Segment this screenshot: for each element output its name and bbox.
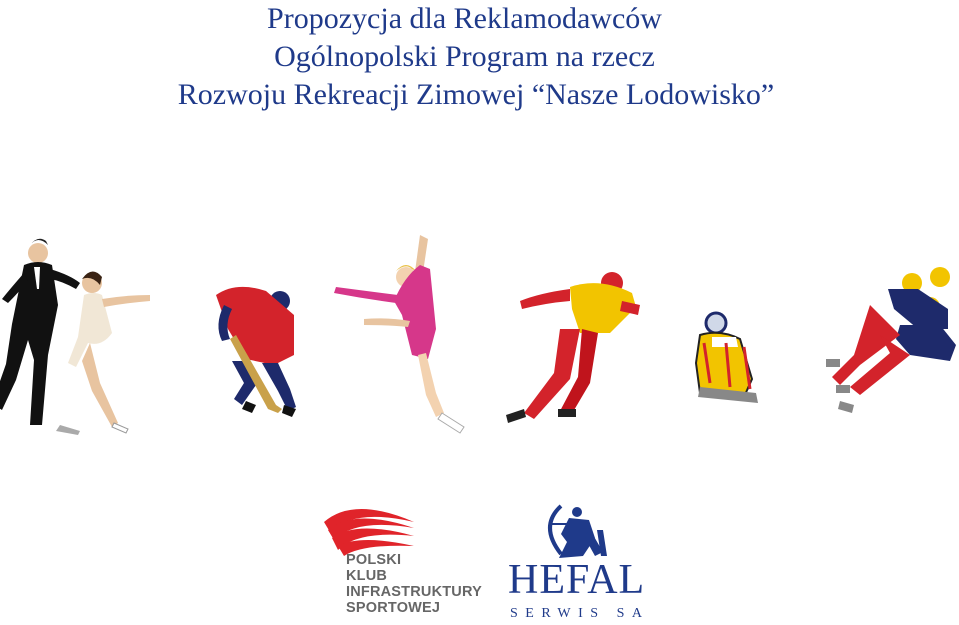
luge-rider-icon <box>696 313 758 403</box>
pkis-line-1: POLSKI <box>346 552 402 568</box>
winter-sports-illustrations <box>0 225 959 445</box>
pkis-logo <box>320 500 490 625</box>
short-track-skaters-icon <box>826 267 956 413</box>
ice-dancing-pair-icon <box>0 239 150 435</box>
figure-skater-icon <box>334 235 464 433</box>
hefal-name: HEFAL <box>508 557 646 603</box>
speed-skater-icon <box>506 272 640 423</box>
pkis-line-3: INFRASTRUKTURY <box>346 584 482 600</box>
pkis-swoosh-icon <box>320 500 420 556</box>
archer-icon <box>505 500 665 562</box>
page-title <box>0 0 959 114</box>
pkis-line-4: SPORTOWEJ <box>346 600 441 616</box>
hefal-subtitle: SERWIS SA <box>510 606 650 621</box>
pkis-line-2: KLUB <box>346 568 388 584</box>
hefal-logo <box>505 500 665 625</box>
title-line-3: Rozwoju Rekreacji Zimowej “Nasze Lodowisko” <box>177 78 775 111</box>
hockey-player-icon <box>216 287 296 417</box>
title-line-1: Propozycja dla Reklamodawców <box>267 2 662 35</box>
title-line-2: Ogólnopolski Program na rzecz <box>274 40 655 73</box>
